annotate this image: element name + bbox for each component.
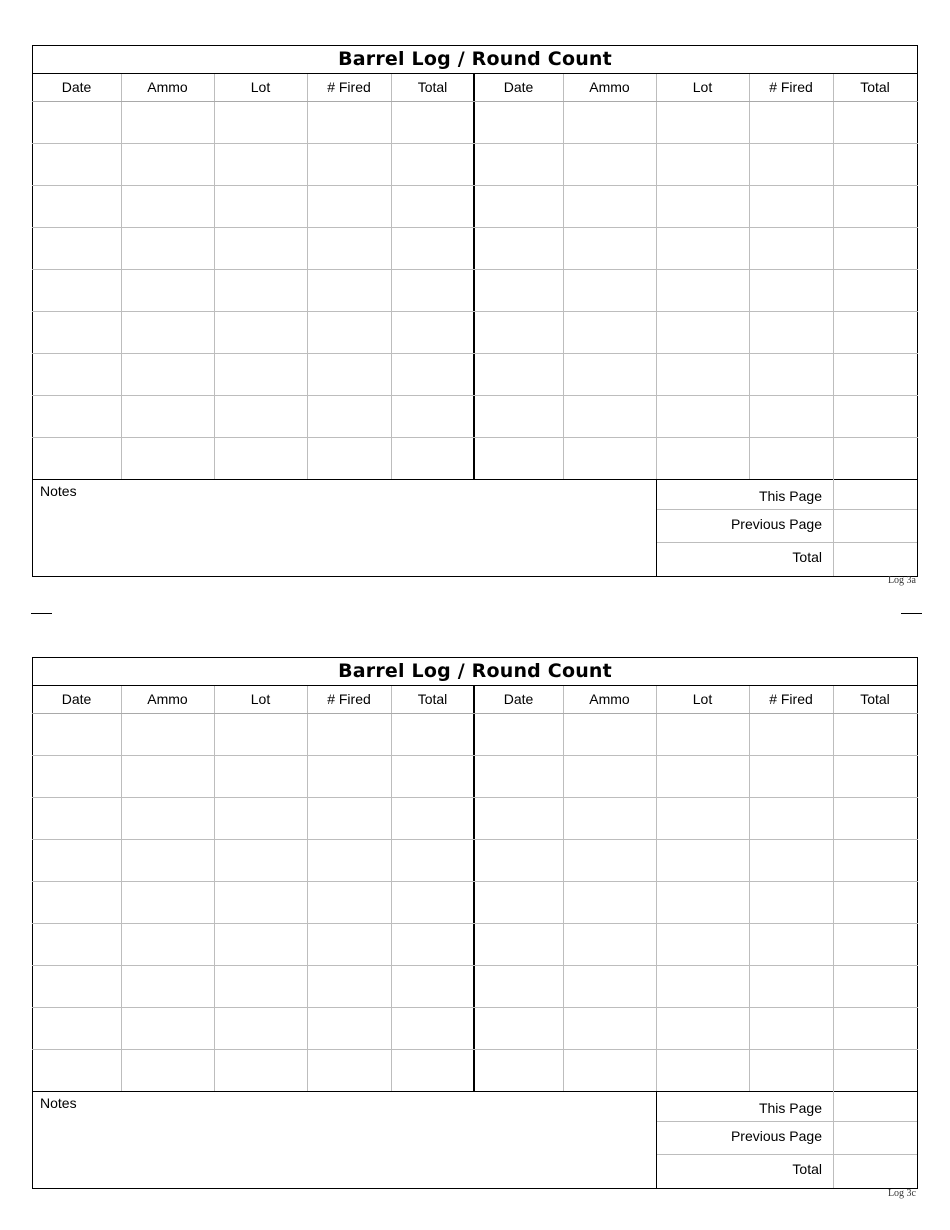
log-cell-fired[interactable] (308, 714, 391, 755)
log-cell-date[interactable] (475, 1008, 563, 1049)
column-header-total: Total (417, 79, 448, 95)
log-cell-date[interactable] (475, 102, 563, 143)
log-cell-total[interactable] (834, 756, 917, 797)
log-cell-lot[interactable] (657, 882, 749, 923)
log-cell-date[interactable] (33, 144, 121, 185)
log-cell-ammo[interactable] (564, 186, 656, 227)
column-header-lot: Lot (692, 691, 713, 707)
log-cell-fired[interactable] (308, 840, 391, 881)
log-cell-total[interactable] (834, 144, 917, 185)
log-cell-lot[interactable] (215, 312, 307, 353)
log-cell-fired[interactable] (750, 1050, 833, 1091)
column-header-date: Date (61, 691, 92, 707)
log-cell-date[interactable] (475, 438, 563, 479)
column-header-lot: Lot (692, 79, 713, 95)
log-cell-lot[interactable] (657, 396, 749, 437)
log-cell-ammo[interactable] (122, 882, 214, 923)
column-header-ammo: Ammo (147, 79, 188, 95)
log-cell-fired[interactable] (308, 354, 391, 395)
barrel-log-form-top (32, 45, 918, 577)
form-code-top: Log 3a (887, 575, 916, 586)
log-cell-fired[interactable] (750, 966, 833, 1007)
log-cell-total[interactable] (392, 882, 474, 923)
log-cell-date[interactable] (33, 102, 121, 143)
log-cell-ammo[interactable] (122, 312, 214, 353)
log-cell-fired[interactable] (308, 1008, 391, 1049)
log-cell-ammo[interactable] (564, 798, 656, 839)
column-header-fired: # Fired (769, 79, 813, 95)
column-header-date: Date (61, 79, 92, 95)
column-header-total: Total (417, 691, 448, 707)
log-cell-date[interactable] (475, 840, 563, 881)
log-cell-lot[interactable] (215, 966, 307, 1007)
log-cell-total[interactable] (834, 228, 917, 269)
log-cell-total[interactable] (392, 924, 474, 965)
log-cell-date[interactable] (33, 396, 121, 437)
log-cell-lot[interactable] (657, 1050, 749, 1091)
column-header-fired: # Fired (327, 691, 371, 707)
log-cell-date[interactable] (475, 798, 563, 839)
log-cell-total[interactable] (392, 396, 474, 437)
log-cell-ammo[interactable] (122, 1050, 214, 1091)
log-cell-total[interactable] (834, 1050, 917, 1091)
log-cell-ammo[interactable] (564, 840, 656, 881)
log-cell-total[interactable] (834, 270, 917, 311)
log-cell-fired[interactable] (750, 924, 833, 965)
column-header-total: Total (860, 79, 890, 95)
log-cell-ammo[interactable] (564, 438, 656, 479)
log-cell-ammo[interactable] (564, 354, 656, 395)
log-cell-lot[interactable] (657, 102, 749, 143)
log-cell-total[interactable] (392, 438, 474, 479)
log-cell-lot[interactable] (657, 144, 749, 185)
log-cell-total[interactable] (392, 186, 474, 227)
log-cell-fired[interactable] (308, 270, 391, 311)
log-cell-lot[interactable] (215, 438, 307, 479)
log-cell-ammo[interactable] (122, 840, 214, 881)
log-cell-date[interactable] (33, 270, 121, 311)
log-cell-total[interactable] (834, 1008, 917, 1049)
form-code-bottom: Log 3c (887, 1188, 916, 1199)
log-cell-lot[interactable] (215, 714, 307, 755)
log-cell-fired[interactable] (750, 354, 833, 395)
grand-total-label: Total (792, 1161, 822, 1177)
column-header-ammo: Ammo (589, 691, 630, 707)
log-cell-ammo[interactable] (564, 228, 656, 269)
log-cell-date[interactable] (475, 924, 563, 965)
log-cell-lot[interactable] (215, 924, 307, 965)
log-cell-lot[interactable] (215, 1050, 307, 1091)
log-cell-ammo[interactable] (122, 798, 214, 839)
grand-total-field[interactable] (834, 543, 917, 576)
log-cell-total[interactable] (834, 102, 917, 143)
log-cell-total[interactable] (392, 1008, 474, 1049)
cut-mark-right (901, 613, 922, 614)
log-cell-lot[interactable] (215, 756, 307, 797)
log-cell-fired[interactable] (750, 756, 833, 797)
column-header-ammo: Ammo (589, 79, 630, 95)
form-title: Barrel Log / Round Count (32, 45, 918, 74)
this-page-field[interactable] (834, 480, 917, 509)
log-cell-total[interactable] (834, 840, 917, 881)
log-cell-fired[interactable] (308, 756, 391, 797)
log-cell-lot[interactable] (657, 228, 749, 269)
log-cell-total[interactable] (392, 714, 474, 755)
log-cell-lot[interactable] (657, 312, 749, 353)
log-cell-ammo[interactable] (122, 270, 214, 311)
log-cell-total[interactable] (834, 438, 917, 479)
log-cell-total[interactable] (392, 270, 474, 311)
log-cell-fired[interactable] (750, 438, 833, 479)
log-cell-ammo[interactable] (564, 1008, 656, 1049)
log-cell-total[interactable] (392, 840, 474, 881)
previous-page-label: Previous Page (730, 1128, 822, 1144)
log-cell-total[interactable] (834, 354, 917, 395)
log-cell-date[interactable] (475, 756, 563, 797)
log-cell-date[interactable] (475, 144, 563, 185)
log-cell-date[interactable] (475, 714, 563, 755)
log-cell-fired[interactable] (308, 798, 391, 839)
log-cell-fired[interactable] (308, 102, 391, 143)
log-cell-lot[interactable] (215, 270, 307, 311)
notes-label: Notes (40, 483, 77, 499)
notes-field[interactable] (33, 1091, 655, 1188)
log-cell-fired[interactable] (750, 714, 833, 755)
log-cell-fired[interactable] (750, 144, 833, 185)
log-cell-ammo[interactable] (564, 396, 656, 437)
log-cell-fired[interactable] (750, 1008, 833, 1049)
form-title: Barrel Log / Round Count (32, 657, 918, 686)
column-header-total: Total (860, 691, 890, 707)
log-cell-lot[interactable] (657, 186, 749, 227)
log-cell-total[interactable] (392, 1050, 474, 1091)
log-cell-date[interactable] (475, 966, 563, 1007)
log-cell-ammo[interactable] (122, 228, 214, 269)
log-cell-lot[interactable] (657, 714, 749, 755)
log-cell-fired[interactable] (750, 798, 833, 839)
column-header-lot: Lot (250, 691, 271, 707)
log-cell-ammo[interactable] (564, 312, 656, 353)
log-cell-ammo[interactable] (122, 756, 214, 797)
log-cell-ammo[interactable] (122, 354, 214, 395)
log-cell-total[interactable] (834, 882, 917, 923)
log-cell-date[interactable] (33, 1008, 121, 1049)
log-cell-lot[interactable] (657, 756, 749, 797)
log-cell-date[interactable] (33, 312, 121, 353)
log-cell-ammo[interactable] (564, 102, 656, 143)
log-cell-total[interactable] (834, 312, 917, 353)
log-cell-total[interactable] (834, 396, 917, 437)
log-cell-date[interactable] (475, 186, 563, 227)
log-cell-lot[interactable] (657, 354, 749, 395)
barrel-log-form-bottom (32, 657, 918, 1189)
log-cell-total[interactable] (834, 186, 917, 227)
log-cell-ammo[interactable] (122, 438, 214, 479)
log-cell-ammo[interactable] (564, 924, 656, 965)
log-cell-lot[interactable] (215, 186, 307, 227)
log-cell-date[interactable] (33, 438, 121, 479)
log-cell-date[interactable] (33, 840, 121, 881)
log-cell-ammo[interactable] (122, 102, 214, 143)
log-cell-fired[interactable] (750, 312, 833, 353)
log-cell-total[interactable] (392, 228, 474, 269)
log-cell-ammo[interactable] (122, 924, 214, 965)
log-cell-date[interactable] (475, 1050, 563, 1091)
log-cell-lot[interactable] (657, 438, 749, 479)
log-cell-date[interactable] (33, 924, 121, 965)
log-cell-date[interactable] (33, 1050, 121, 1091)
log-cell-date[interactable] (475, 396, 563, 437)
log-cell-date[interactable] (33, 354, 121, 395)
log-cell-date[interactable] (33, 966, 121, 1007)
log-cell-ammo[interactable] (564, 714, 656, 755)
previous-page-field[interactable] (834, 510, 917, 542)
grand-total-field[interactable] (834, 1155, 917, 1188)
log-cell-date[interactable] (475, 270, 563, 311)
log-cell-ammo[interactable] (122, 396, 214, 437)
log-cell-fired[interactable] (308, 144, 391, 185)
log-cell-total[interactable] (392, 798, 474, 839)
log-cell-date[interactable] (33, 228, 121, 269)
column-header-date: Date (503, 79, 534, 95)
notes-field[interactable] (33, 479, 655, 576)
this-page-field[interactable] (834, 1092, 917, 1121)
log-cell-ammo[interactable] (564, 270, 656, 311)
log-cell-fired[interactable] (750, 228, 833, 269)
column-header-fired: # Fired (327, 79, 371, 95)
log-cell-ammo[interactable] (564, 1050, 656, 1091)
log-cell-fired[interactable] (308, 882, 391, 923)
log-cell-fired[interactable] (308, 228, 391, 269)
log-cell-ammo[interactable] (564, 882, 656, 923)
notes-label: Notes (40, 1095, 77, 1111)
log-cell-ammo[interactable] (122, 1008, 214, 1049)
log-cell-lot[interactable] (215, 798, 307, 839)
log-cell-fired[interactable] (308, 312, 391, 353)
log-cell-fired[interactable] (308, 924, 391, 965)
log-cell-ammo[interactable] (564, 756, 656, 797)
log-cell-date[interactable] (33, 186, 121, 227)
log-cell-fired[interactable] (750, 102, 833, 143)
log-cell-lot[interactable] (215, 144, 307, 185)
log-cell-lot[interactable] (657, 840, 749, 881)
log-cell-ammo[interactable] (564, 144, 656, 185)
log-cell-total[interactable] (392, 966, 474, 1007)
log-cell-total[interactable] (392, 312, 474, 353)
log-cell-lot[interactable] (215, 354, 307, 395)
previous-page-field[interactable] (834, 1122, 917, 1154)
log-cell-date[interactable] (475, 354, 563, 395)
log-cell-fired[interactable] (308, 1050, 391, 1091)
log-cell-lot[interactable] (657, 798, 749, 839)
log-cell-total[interactable] (834, 714, 917, 755)
log-cell-lot[interactable] (215, 396, 307, 437)
this-page-label: This Page (758, 1100, 822, 1116)
log-cell-ammo[interactable] (122, 714, 214, 755)
log-cell-lot[interactable] (215, 882, 307, 923)
log-cell-date[interactable] (33, 756, 121, 797)
log-cell-fired[interactable] (750, 840, 833, 881)
log-cell-total[interactable] (392, 756, 474, 797)
log-cell-total[interactable] (834, 798, 917, 839)
log-cell-total[interactable] (392, 144, 474, 185)
log-cell-fired[interactable] (308, 966, 391, 1007)
log-cell-total[interactable] (834, 924, 917, 965)
column-header-lot: Lot (250, 79, 271, 95)
log-cell-fired[interactable] (308, 438, 391, 479)
log-cell-ammo[interactable] (564, 966, 656, 1007)
log-cell-lot[interactable] (657, 270, 749, 311)
log-cell-ammo[interactable] (122, 186, 214, 227)
log-cell-lot[interactable] (215, 840, 307, 881)
log-cell-lot[interactable] (657, 966, 749, 1007)
log-cell-date[interactable] (475, 228, 563, 269)
log-cell-lot[interactable] (215, 228, 307, 269)
log-cell-fired[interactable] (308, 186, 391, 227)
log-cell-lot[interactable] (215, 102, 307, 143)
column-header-ammo: Ammo (147, 691, 188, 707)
column-header-fired: # Fired (769, 691, 813, 707)
log-cell-date[interactable] (475, 312, 563, 353)
log-cell-lot[interactable] (657, 924, 749, 965)
log-cell-total[interactable] (392, 354, 474, 395)
log-cell-lot[interactable] (215, 1008, 307, 1049)
this-page-label: This Page (758, 488, 822, 504)
log-cell-fired[interactable] (750, 882, 833, 923)
log-cell-ammo[interactable] (122, 966, 214, 1007)
log-cell-date[interactable] (33, 882, 121, 923)
grand-total-label: Total (792, 549, 822, 565)
log-cell-ammo[interactable] (122, 144, 214, 185)
log-cell-date[interactable] (33, 798, 121, 839)
previous-page-label: Previous Page (730, 516, 822, 532)
log-cell-fired[interactable] (308, 396, 391, 437)
log-cell-fired[interactable] (750, 186, 833, 227)
log-cell-total[interactable] (392, 102, 474, 143)
log-cell-date[interactable] (475, 882, 563, 923)
log-cell-lot[interactable] (657, 1008, 749, 1049)
log-cell-total[interactable] (834, 966, 917, 1007)
log-cell-date[interactable] (33, 714, 121, 755)
cut-mark-left (31, 613, 52, 614)
column-header-date: Date (503, 691, 534, 707)
log-cell-fired[interactable] (750, 396, 833, 437)
log-cell-fired[interactable] (750, 270, 833, 311)
